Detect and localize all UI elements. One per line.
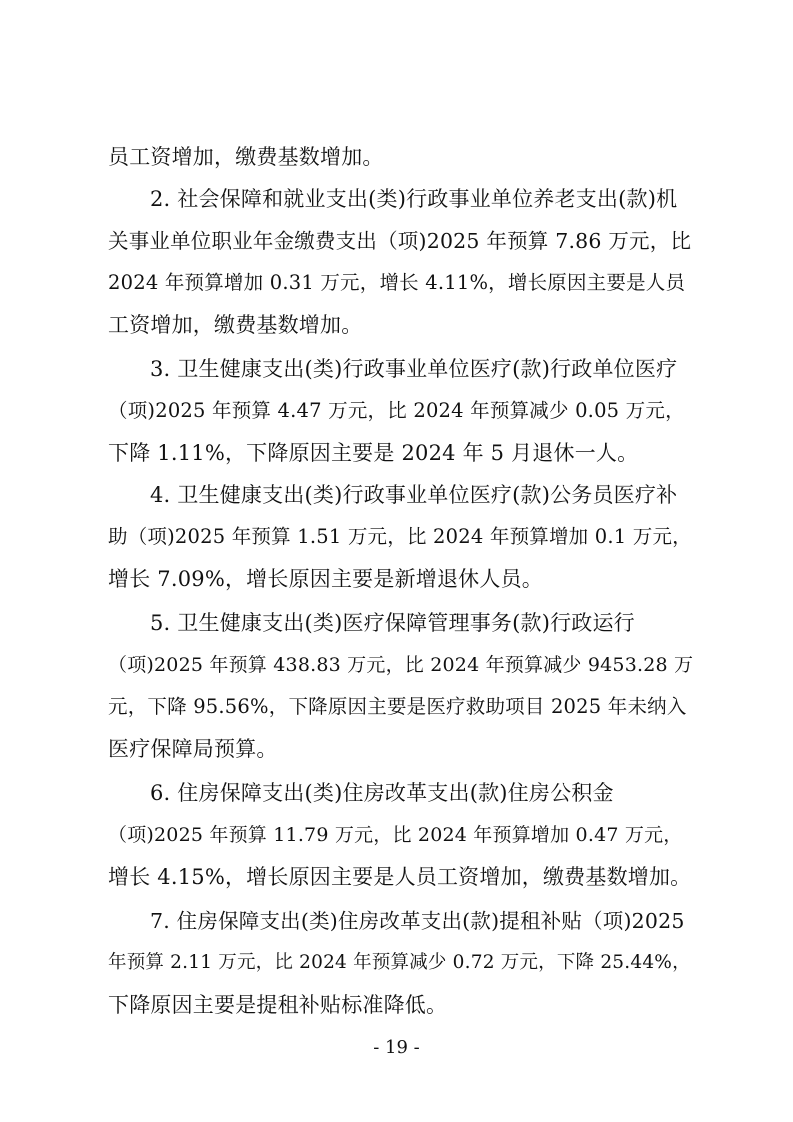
paragraph-line: 医疗保障局预算。 — [108, 737, 278, 761]
page-number: - 19 - — [373, 1037, 420, 1058]
paragraph-line: 增长 4.15%，增长原因主要是人员工资增加，缴费基数增加。 — [108, 865, 692, 889]
paragraph-line: 助（项)2025 年预算 1.51 万元，比 2024 年预算增加 0.1 万元， — [108, 525, 692, 548]
paragraph-line: 2024 年预算增加 0.31 万元，增长 4.11%，增长原因主要是人员 — [108, 271, 686, 294]
paragraph-line: （项)2025 年预算 11.79 万元，比 2024 年预算增加 0.47 万元， — [108, 824, 683, 846]
paragraph-line: （项)2025 年预算 438.83 万元，比 2024 年预算减少 9453.28 万 — [108, 654, 694, 676]
paragraph-line: 6. 住房保障支出(类)住房改革支出(款)住房公积金 — [150, 781, 614, 805]
paragraph-line: 增长 7.09%，增长原因主要是新增退休人员。 — [108, 567, 543, 591]
paragraph-line: 关事业单位职业年金缴费支出（项)2025 年预算 7.86 万元，比 — [108, 229, 692, 253]
paragraph-line: 下降 1.11%，下降原因主要是 2024 年 5 月退休一人。 — [108, 441, 639, 465]
paragraph-line: 4. 卫生健康支出(类)行政事业单位医疗(款)公务员医疗补 — [150, 483, 678, 507]
paragraph-line: 下降原因主要是提租补贴标准降低。 — [108, 993, 448, 1017]
paragraph-line: 2. 社会保障和就业支出(类)行政事业单位养老支出(款)机 — [150, 187, 678, 211]
paragraph-line: 年预算 2.11 万元，比 2024 年预算减少 0.72 万元，下降 25.44%， — [108, 952, 691, 973]
paragraph-line: 元，下降 95.56%，下降原因主要是医疗救助项目 2025 年未纳入 — [108, 695, 687, 718]
paragraph-line: 7. 住房保障支出(类)住房改革支出(款)提租补贴（项)2025 — [150, 909, 685, 933]
paragraph-line: （项)2025 年预算 4.47 万元，比 2024 年预算减少 0.05 万元， — [108, 399, 685, 422]
paragraph-line: 5. 卫生健康支出(类)医疗保障管理事务(款)行政运行 — [150, 611, 635, 635]
paragraph-line: 员工资增加，缴费基数增加。 — [108, 145, 384, 169]
paragraph-line: 工资增加，缴费基数增加。 — [108, 313, 363, 337]
paragraph-line: 3. 卫生健康支出(类)行政事业单位医疗(款)行政单位医疗 — [150, 357, 678, 381]
